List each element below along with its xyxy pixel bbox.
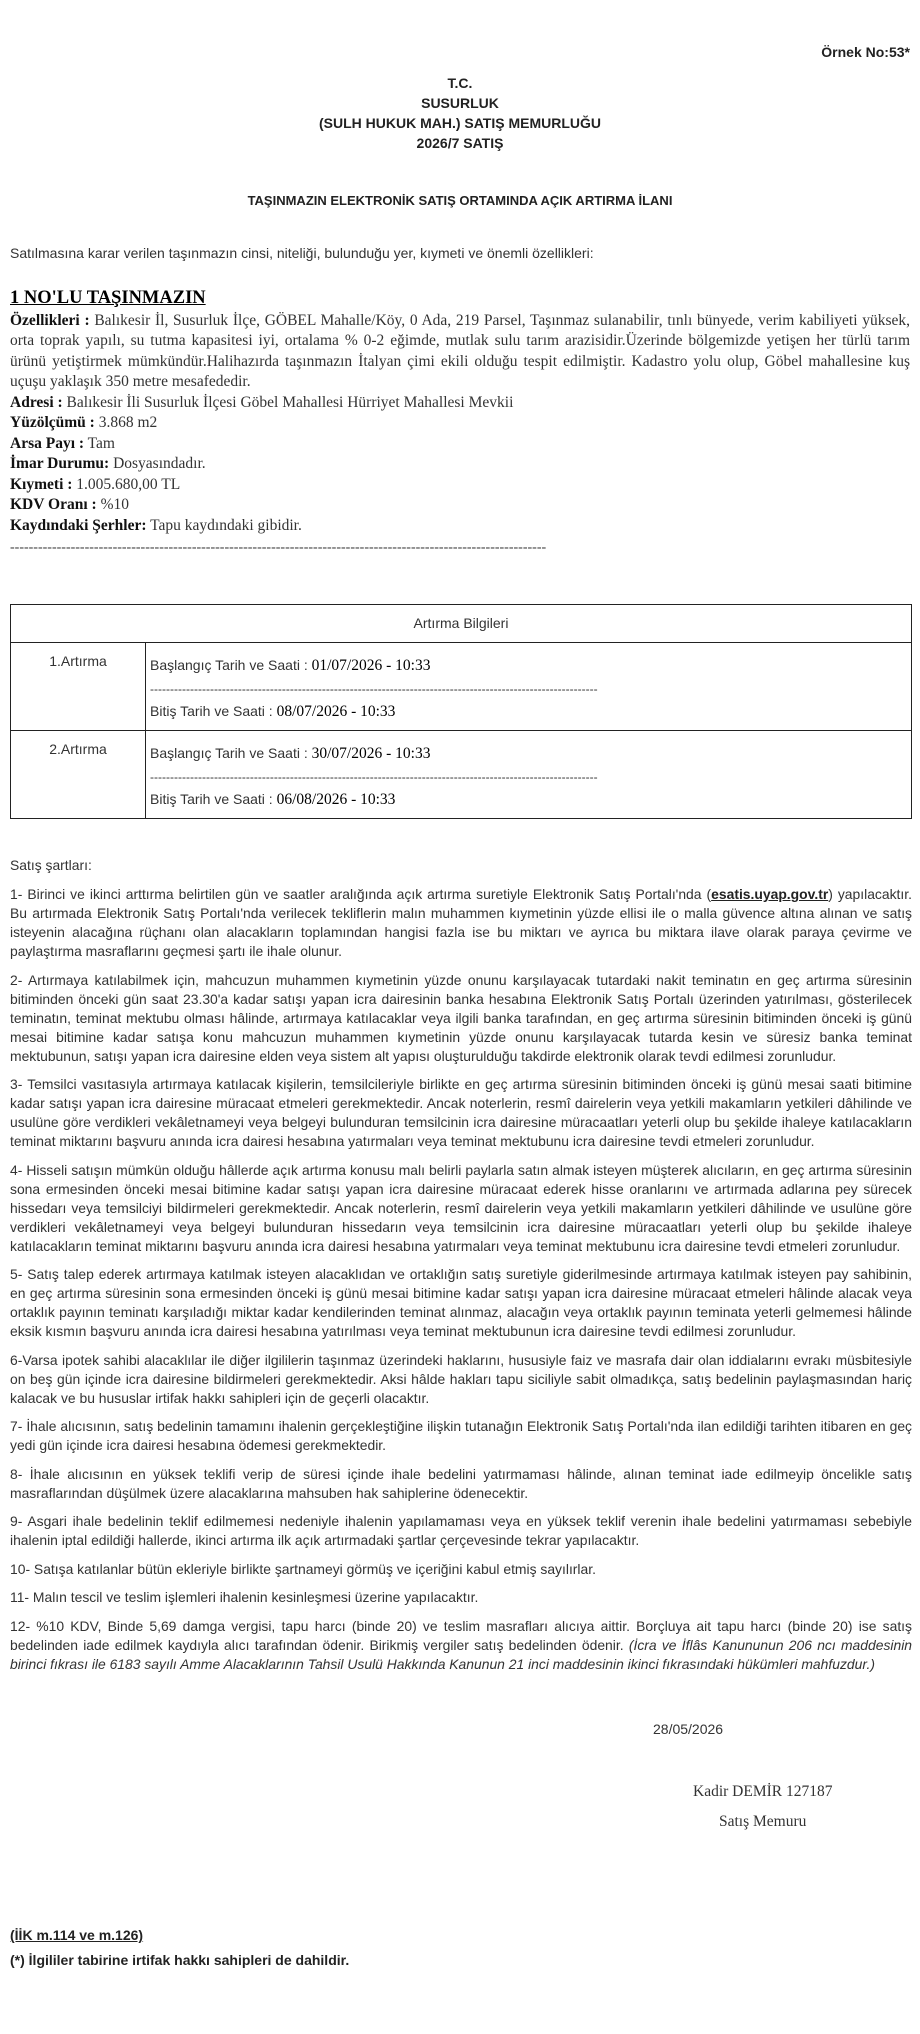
- condition-12-text: 12- %10 KDV, Binde 5,69 damga vergisi, tapu harcı (binde 20) ve teslim masrafları alıcıya aittir. Borçluya ait tapu harcı (binde 20) ise satış bedelinden iade edilmek kaydıyla alıcı tarafından ödenir. Birikmiş vergiler satış bedelinden ödenir.: [10, 1617, 912, 1653]
- condition-12-legal-note: (İcra ve İflâs Kanununun 206 ncı maddesinin birinci fıkrası ile 6183 sayılı Amme Alacaklarının Tahsil Usulü Hakkında Kanunun 21 inci maddesinin ikinci fıkrasındaki hükümleri mahfuzdur.): [10, 1636, 913, 1672]
- table-row: [11, 643, 912, 731]
- header-office: (SULH HUKUK MAH.) SATIŞ MEMURLUĞU: [318, 115, 602, 131]
- property-section: [10, 288, 910, 536]
- address-label: Adresi :: [10, 393, 63, 411]
- annotations-value: Tapu kaydındaki gibidir.: [150, 516, 302, 534]
- header-file-no: 2026/7 SATIŞ: [416, 135, 504, 151]
- intro-text: Satılmasına karar verilen taşınmazın cinsi, niteliği, bulunduğu yer, kıymeti ve önemli özellikleri:: [10, 245, 594, 261]
- row-separator: ----------------------------------------------------------------------------------------------------------------: [150, 682, 598, 696]
- start-label: Başlangıç Tarih ve Saati :: [150, 745, 308, 761]
- table-row: [11, 731, 912, 819]
- start-datetime: 01/07/2026 - 10:33: [311, 657, 431, 674]
- esatis-link[interactable]: esatis.uyap.gov.tr: [711, 886, 829, 902]
- condition-7: 7- İhale alıcısının, satış bedelinin tamamını ihalenin gerçekleştiğine ilişkin tutanağın Elektronik Satış Portalı'nda ilan edildiği tarihten itibaren en geç yedi gün içinde icra dairesi hesabına ödemesi gerekmektedir.: [10, 1418, 912, 1453]
- page-title: TAŞINMAZIN ELEKTRONİK SATIŞ ORTAMINDA AÇIK ARTIRMA İLANI: [247, 193, 673, 208]
- legal-reference: (İİK m.114 ve m.126): [10, 1927, 144, 1943]
- end-datetime: 06/08/2026 - 10:33: [276, 791, 396, 808]
- auction-round-dates: [146, 643, 912, 731]
- value-amount: 1.005.680,00 TL: [76, 475, 181, 493]
- row-separator: ----------------------------------------------------------------------------------------------------------------: [150, 770, 598, 784]
- document-date: 28/05/2026: [653, 1721, 724, 1737]
- auction-table: [10, 604, 912, 819]
- property-area: [10, 413, 910, 434]
- officer-name: Kadir DEMİR 127187: [693, 1783, 833, 1800]
- footnote: (*) İlgililer tabirine irtifak hakkı sahipleri de dahildir.: [10, 1952, 350, 1968]
- share-value: Tam: [87, 434, 115, 452]
- header-district: SUSURLUK: [421, 95, 499, 111]
- start-datetime: 30/07/2026 - 10:33: [311, 745, 431, 762]
- property-zoning: [10, 454, 910, 475]
- section-divider: -------------------------------------------------------------------------------------------------------------------: [10, 540, 547, 555]
- end-datetime: 08/07/2026 - 10:33: [276, 703, 396, 720]
- auction-table-header: Artırma Bilgileri: [11, 605, 912, 643]
- features-value: Balıkesir İl, Susurluk İlçe, GÖBEL Mahalle/Köy, 0 Ada, 219 Parsel, Taşınmaz sulanabilir, tınlı bünyede, verim kabiliyeti yüksek, orta toprak yapılı, su tutma kapasitesi iyi, ortalama % 0-2 eğimde, mutlak sulu tarım arazisidir.Üzerinde bölgemizde yetişen her türlü tarım ürünü yetiştirmek mümkündür.Halihazırda taşınmazın İtalyan çimi ekili olduğu tespit edilmiştir. Kadastro yolu olup, Göbel mahallesine kuş uçuşu yaklaşık 350 metre mesafededir.: [10, 311, 911, 390]
- condition-4: 4- Hisseli satışın mümkün olduğu hâllerde açık artırma konusu malı belirli paylarla satın almak isteyen müşterek alıcıların, en geç artırma süresinin sona ermesinden önceki mesai bitimine kadar satışı yapan icra dairesine müracaat ederek hisse oranlarını ve artırmada adlarına pey sürecek hissedarı veya temsilciyi bildirmeleri gerekmektedir. Ancak noterlerin, resmî dairelerin veya yetkili makamların yetkileri dâhilinde ve usulüne göre verdikleri vekâletnameyi veya belgeyi bulunduran hissedarın veya temsilcinin icra dairesine müracaatları yeterli olup bu şekilde ihaleye katılacakların teminat miktarını başvuru anında icra dairesi hesabına yatırmaları veya teminat mektubunu icra dairesine tevdi etmeleri zorunludur.: [10, 1161, 912, 1254]
- start-label: Başlangıç Tarih ve Saati :: [150, 657, 308, 673]
- document-header: [10, 73, 910, 153]
- condition-5: 5- Satış talep ederek artırmaya katılmak isteyen alacaklıdan ve ortaklığın satış suretiyle giderilmesinde artırmaya katılmak isteyen pay sahibinin, en geç artırma süresinin sona ermesinden önceki iş günü mesai bitimine kadar satışı yapan icra dairesine müracaat etmeleri hâlinde alacak veya ortaklık payının teminatı karşıladığı miktar kadar kendilerinden teminat alınmaz, alacağın veya ortaklık payının teminata yeterli gelmemesi hâlinde eksik kısmın başvuru anında icra dairesi hesabına yatırılması veya teminat mektubunun icra dairesine tevdi edilmesi zorunludur.: [10, 1266, 912, 1339]
- condition-1-text-b: ) yapılacaktır. Bu artırmada Elektronik Satış Portalı'nda verilecek tekliflerin malın muhammen kıymetinin yüzde ellisi ile o malla güvence altına alınan ve satış isteyenin alacağına rüçhanı olan alacakların toplamından hangisi fazla ise bu miktarı ve ayrıca bu miktara ilave olarak paraya çevirme ve paylaştırma masraflarını geçmesi şartı ile ihale olunur.: [10, 886, 912, 959]
- area-label: Yüzölçümü :: [10, 414, 95, 431]
- officer-title: Satış Memuru: [719, 1813, 807, 1830]
- property-features: [10, 311, 910, 393]
- condition-11: 11- Malın tescil ve teslim işlemleri ihalenin kesinleşmesi üzerine yapılacaktır.: [10, 1589, 479, 1605]
- auction-round-dates: [146, 731, 912, 819]
- value-label: Kıymeti :: [10, 475, 73, 493]
- property-share: [10, 434, 910, 455]
- address-value: Balıkesir İli Susurluk İlçesi Göbel Mahallesi Hürriyet Mahallesi Mevkii: [66, 393, 514, 411]
- vat-label: KDV Oranı :: [10, 496, 97, 513]
- condition-1-text-a: 1- Birinci ve ikinci arttırma belirtilen gün ve saatler aralığında açık artırma suretiyle Elektronik Satış Portalı'nda (: [10, 886, 712, 902]
- property-title: 1 NO'LU TAŞINMAZIN: [10, 288, 206, 308]
- condition-9: 9- Asgari ihale bedelinin teklif edilmemesi nedeniyle ihalenin yapılamaması veya en yüksek teklif verenin ihale bedelini yatırmaması sebebiyle ihalenin iptal edildiği hallerde, ikinci artırma ilk açık artırmadaki şartlar çerçevesinde tekrar yapılacaktır.: [10, 1513, 912, 1548]
- end-label: Bitiş Tarih ve Saati :: [150, 703, 273, 719]
- auction-round-label: 1.Artırma: [11, 643, 146, 731]
- condition-2: 2- Artırmaya katılabilmek için, mahcuzun muhammen kıymetinin yüzde onunu karşılayacak tutardaki nakit teminatın en geç artırma süresinin bitiminden önceki gün saat 23.30'a kadar satışı yapan icra dairesinin banka hesabına Elektronik Satış Portalı üzerinden yatırılması, gösterilecek teminatın, teminat mektubu olması hâlinde, artırmaya katılacaklar veya ilgili banka tarafından, en geç artırma süresinin bitiminden önceki iş günü mesai bitimine kadar satışa konu mahcuzun muhammen kıymetinin yüzde onunu karşılayacak tutarda kesin ve süresiz banka teminat mektubunun, satışı yapan icra dairesine elden veya sistem alt yapısı oluşturulduğu takdirde elektronik olarak tevdi edilmesi zorunludur.: [10, 971, 912, 1064]
- condition-6: 6-Varsa ipotek sahibi alacaklılar ile diğer ilgililerin taşınmaz üzerindeki haklarını, hususiyle faiz ve masrafa dair olan iddialarını evrakı müsbitesiyle on beş gün içinde icra dairesine bildirmeleri gerekmektedir. Aksi hâlde hakları tapu siciliyle sabit olmadıkça, satış bedelinin paylaşmasından hariç kalacak ve bu hususlar irtifak hakkı sahipleri için de geçerli olacaktır.: [10, 1351, 912, 1406]
- condition-12: [10, 1617, 912, 1674]
- condition-8: 8- İhale alıcısının en yüksek teklifi verip de süresi içinde ihale bedelini yatırmaması hâlinde, alınan teminat iade edilmeyip öncelikle satış masraflarından düşülmek üzere alacaklarına mahsuben hak sahiplerine ödenecektir.: [10, 1465, 912, 1501]
- end-label: Bitiş Tarih ve Saati :: [150, 791, 273, 807]
- header-tc: T.C.: [447, 75, 473, 91]
- share-label: Arsa Payı :: [10, 434, 85, 452]
- auction-round-label: 2.Artırma: [11, 731, 146, 819]
- annotations-label: Kaydındaki Şerhler:: [10, 516, 147, 534]
- conditions-title: Satış şartları:: [10, 857, 92, 873]
- vat-value: %10: [100, 496, 129, 513]
- property-vat: [10, 495, 910, 516]
- property-value: [10, 475, 910, 496]
- property-annotations: [10, 516, 910, 537]
- area-value: 3.868 m2: [98, 414, 158, 431]
- features-label: Özellikleri :: [10, 311, 90, 329]
- sale-conditions: [10, 856, 912, 1683]
- condition-3: 3- Temsilci vasıtasıyla artırmaya katılacak kişilerin, temsilcileriyle birlikte en geç artırma süresinin bitiminden önceki iş günü mesai saati bitimine kadar satışı yapan icra dairesine müracaat etmeleri gerekmektedir. Ancak noterlerin, resmî dairelerin veya yetkili makamların yetkileri dâhilinde ve usulüne göre verdikleri vekâletnameyi veya belgeyi bulunduran temsilcinin icra dairesine müracaatları yeterli olup bu şekilde ihaleye katılacakların teminat miktarını başvuru anında icra dairesi hesabına yatırmaları veya teminat mektubunu icra dairesine tevdi etmeleri zorunludur.: [10, 1076, 912, 1149]
- condition-10: 10- Satışa katılanlar bütün ekleriyle birlikte şartnameyi görmüş ve içeriğini kabul etmiş sayılırlar.: [10, 1560, 596, 1577]
- property-address: [10, 393, 910, 414]
- condition-1: [10, 885, 912, 961]
- zoning-label: İmar Durumu:: [10, 455, 110, 472]
- zoning-value: Dosyasındadır.: [113, 455, 206, 472]
- ornek-no: Örnek No:53*: [821, 44, 910, 60]
